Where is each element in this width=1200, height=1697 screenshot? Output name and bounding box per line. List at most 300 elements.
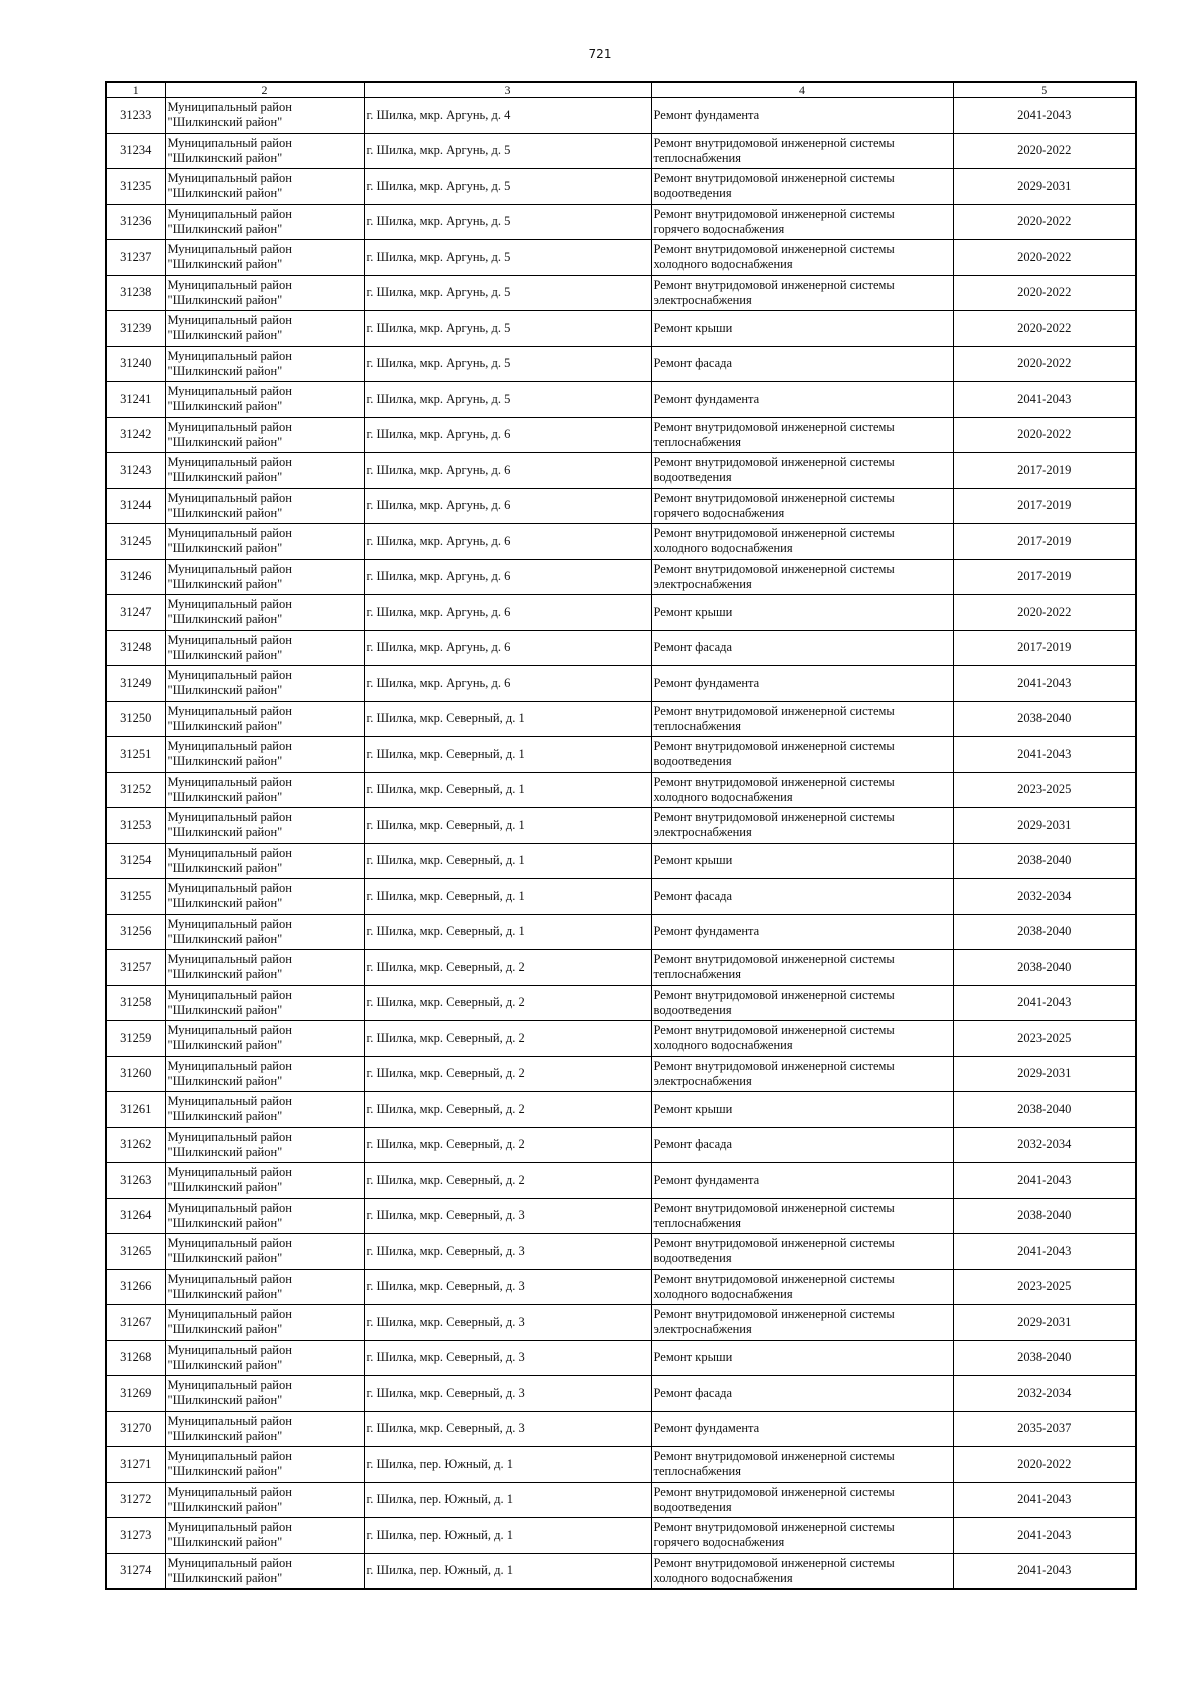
work-type-line-1: Ремонт внутридомовой инженерной системы xyxy=(653,1023,895,1038)
address: г. Шилка, пер. Южный, д. 1 xyxy=(366,1563,513,1577)
district-line-2: "Шилкинский район" xyxy=(167,1570,283,1585)
period: 2041-2043 xyxy=(1017,1243,1072,1258)
work-type-cell xyxy=(651,417,953,453)
address: г. Шилка, мкр. Аргунь, д. 4 xyxy=(366,107,511,122)
period-cell xyxy=(953,1518,1136,1554)
table-row xyxy=(106,1269,1136,1305)
district-line-1: Муниципальный район xyxy=(167,597,292,612)
period: 2041-2043 xyxy=(1017,746,1072,761)
address-cell xyxy=(364,240,651,276)
period: 2041-2043 xyxy=(1017,1563,1072,1577)
work-type-cell xyxy=(651,488,953,524)
address-cell xyxy=(364,950,651,986)
district-line-2: "Шилкинский район" xyxy=(167,683,283,698)
district-line-1: Муниципальный район xyxy=(167,277,292,292)
work-type-line-1: Ремонт внутридомовой инженерной системы xyxy=(653,810,895,825)
table-row xyxy=(106,204,1136,240)
table-row xyxy=(106,169,1136,205)
district-cell xyxy=(165,453,364,489)
address: г. Шилка, мкр. Северный, д. 3 xyxy=(366,1421,525,1436)
table-row xyxy=(106,914,1136,950)
work-type-line-2: горячего водоснабжения xyxy=(653,221,785,236)
table-header xyxy=(106,82,1136,98)
work-type-cell xyxy=(651,1269,953,1305)
work-type-line-2: теплоснабжения xyxy=(653,718,741,733)
district-cell xyxy=(165,1163,364,1199)
record-number-cell xyxy=(106,524,165,560)
work-type-line-2: теплоснабжения xyxy=(653,1464,741,1479)
period: 2023-2025 xyxy=(1017,1030,1072,1045)
record-number: 31245 xyxy=(120,533,152,548)
table-row xyxy=(106,311,1136,347)
period-cell xyxy=(953,914,1136,950)
period-cell xyxy=(953,1092,1136,1128)
address-cell xyxy=(364,1127,651,1163)
district-cell xyxy=(165,1305,364,1341)
district-cell xyxy=(165,240,364,276)
record-number-cell xyxy=(106,772,165,808)
record-number-cell xyxy=(106,1447,165,1483)
address-cell xyxy=(364,843,651,879)
district-cell xyxy=(165,1340,364,1376)
work-type-cell xyxy=(651,1447,953,1483)
work-type-cell xyxy=(651,737,953,773)
work-type-line-2: теплоснабжения xyxy=(653,1215,741,1230)
work-type-cell xyxy=(651,311,953,347)
address: г. Шилка, пер. Южный, д. 1 xyxy=(366,1527,513,1542)
period: 2017-2019 xyxy=(1017,498,1072,513)
work-type-line-1: Ремонт внутридомовой инженерной системы xyxy=(653,1271,895,1286)
district-cell xyxy=(165,346,364,382)
district-cell xyxy=(165,98,364,134)
record-number-cell xyxy=(106,1482,165,1518)
work-type-cell xyxy=(651,1305,953,1341)
period-cell xyxy=(953,595,1136,631)
district-line-2: "Шилкинский район" xyxy=(167,1251,283,1266)
table-row xyxy=(106,1553,1136,1589)
work-type-line-1: Ремонт крыши xyxy=(653,320,733,335)
work-type-line-1: Ремонт крыши xyxy=(653,604,733,619)
address-cell xyxy=(364,1269,651,1305)
address: г. Шилка, мкр. Аргунь, д. 5 xyxy=(366,249,511,264)
work-type-cell xyxy=(651,950,953,986)
period-cell xyxy=(953,1482,1136,1518)
table-row xyxy=(106,453,1136,489)
work-type-line-1: Ремонт внутридомовой инженерной системы xyxy=(653,739,895,754)
district-line-2: "Шилкинский район" xyxy=(167,1464,283,1479)
work-type-cell xyxy=(651,1056,953,1092)
record-number-cell xyxy=(106,453,165,489)
work-type-line-1: Ремонт внутридомовой инженерной системы xyxy=(653,242,895,257)
table-row xyxy=(106,1518,1136,1554)
record-number-cell xyxy=(106,98,165,134)
address: г. Шилка, мкр. Аргунь, д. 5 xyxy=(366,285,511,300)
work-type-line-2: горячего водоснабжения xyxy=(653,1535,785,1550)
work-type-line-1: Ремонт фасада xyxy=(653,1137,733,1152)
record-number: 31262 xyxy=(120,1137,152,1152)
work-type-cell xyxy=(651,985,953,1021)
district-line-1: Муниципальный район xyxy=(167,171,292,186)
address-cell xyxy=(364,914,651,950)
address: г. Шилка, мкр. Аргунь, д. 6 xyxy=(366,498,511,513)
period: 2038-2040 xyxy=(1017,711,1072,726)
district-cell xyxy=(165,737,364,773)
table-row xyxy=(106,133,1136,169)
table-row xyxy=(106,950,1136,986)
address: г. Шилка, мкр. Северный, д. 2 xyxy=(366,1137,525,1152)
period: 2041-2043 xyxy=(1017,1492,1072,1507)
address: г. Шилка, мкр. Северный, д. 3 xyxy=(366,1350,525,1365)
record-number: 31257 xyxy=(120,959,152,974)
district-line-1: Муниципальный район xyxy=(167,526,292,541)
period-cell xyxy=(953,98,1136,134)
address-cell xyxy=(364,1234,651,1270)
record-number: 31253 xyxy=(120,817,152,832)
district-line-1: Муниципальный район xyxy=(167,1342,292,1357)
work-type-line-2: теплоснабжения xyxy=(653,150,741,165)
record-number-cell xyxy=(106,701,165,737)
period: 2032-2034 xyxy=(1017,1137,1072,1152)
work-type-cell xyxy=(651,1553,953,1589)
address-cell xyxy=(364,985,651,1021)
table-row xyxy=(106,1163,1136,1199)
address-cell xyxy=(364,808,651,844)
period-cell xyxy=(953,1340,1136,1376)
record-number-cell xyxy=(106,1234,165,1270)
district-line-1: Муниципальный район xyxy=(167,419,292,434)
record-number-cell xyxy=(106,240,165,276)
period: 2032-2034 xyxy=(1017,888,1072,903)
period: 2041-2043 xyxy=(1017,675,1072,690)
record-number: 31273 xyxy=(120,1527,152,1542)
period: 2035-2037 xyxy=(1017,1421,1072,1436)
address-cell xyxy=(364,133,651,169)
district-line-1: Муниципальный район xyxy=(167,1413,292,1428)
district-cell xyxy=(165,701,364,737)
period: 2029-2031 xyxy=(1017,1314,1072,1329)
district-line-2: "Шилкинский район" xyxy=(167,186,283,201)
address: г. Шилка, мкр. Северный, д. 2 xyxy=(366,1101,525,1116)
address: г. Шилка, мкр. Северный, д. 3 xyxy=(366,1385,525,1400)
address: г. Шилка, мкр. Аргунь, д. 6 xyxy=(366,675,511,690)
record-number-cell xyxy=(106,1376,165,1412)
address: г. Шилка, мкр. Аргунь, д. 6 xyxy=(366,427,511,442)
repair-schedule-table xyxy=(105,81,1137,1590)
district-cell xyxy=(165,169,364,205)
district-line-1: Муниципальный район xyxy=(167,384,292,399)
period: 2017-2019 xyxy=(1017,569,1072,584)
address-cell xyxy=(364,1305,651,1341)
record-number: 31266 xyxy=(120,1279,152,1294)
work-type-line-1: Ремонт внутридомовой инженерной системы xyxy=(653,171,895,186)
table-row xyxy=(106,1092,1136,1128)
record-number: 31233 xyxy=(120,107,152,122)
work-type-line-2: водоотведения xyxy=(653,754,732,769)
table-row xyxy=(106,1127,1136,1163)
address: г. Шилка, мкр. Северный, д. 2 xyxy=(366,995,525,1010)
work-type-line-1: Ремонт внутридомовой инженерной системы xyxy=(653,1555,895,1570)
period-cell xyxy=(953,701,1136,737)
table-row xyxy=(106,1340,1136,1376)
district-line-1: Муниципальный район xyxy=(167,1200,292,1215)
period: 2020-2022 xyxy=(1017,143,1072,158)
table-row xyxy=(106,985,1136,1021)
period: 2020-2022 xyxy=(1017,249,1072,264)
record-number: 31254 xyxy=(120,853,152,868)
record-number: 31269 xyxy=(120,1385,152,1400)
work-type-cell xyxy=(651,1482,953,1518)
district-cell xyxy=(165,950,364,986)
district-line-1: Муниципальный район xyxy=(167,881,292,896)
work-type-cell xyxy=(651,382,953,418)
district-line-2: "Шилкинский район" xyxy=(167,363,283,378)
district-line-2: "Шилкинский район" xyxy=(167,434,283,449)
district-line-2: "Шилкинский район" xyxy=(167,718,283,733)
record-number: 31247 xyxy=(120,604,152,619)
district-line-1: Муниципальный район xyxy=(167,845,292,860)
address-cell xyxy=(364,879,651,915)
district-line-2: "Шилкинский район" xyxy=(167,399,283,414)
period: 2032-2034 xyxy=(1017,1385,1072,1400)
district-line-1: Муниципальный район xyxy=(167,1058,292,1073)
period-cell xyxy=(953,1198,1136,1234)
address-cell xyxy=(364,524,651,560)
work-type-line-2: водоотведения xyxy=(653,1002,732,1017)
record-number-cell xyxy=(106,204,165,240)
district-cell xyxy=(165,1056,364,1092)
district-line-2: "Шилкинский район" xyxy=(167,576,283,591)
district-line-1: Муниципальный район xyxy=(167,1449,292,1464)
work-type-cell xyxy=(651,275,953,311)
district-line-1: Муниципальный район xyxy=(167,1555,292,1570)
work-type-line-1: Ремонт внутридомовой инженерной системы xyxy=(653,1200,895,1215)
work-type-line-1: Ремонт внутридомовой инженерной системы xyxy=(653,1058,895,1073)
work-type-line-2: холодного водоснабжения xyxy=(653,541,793,556)
record-number: 31250 xyxy=(120,711,152,726)
address-cell xyxy=(364,737,651,773)
district-line-1: Муниципальный район xyxy=(167,810,292,825)
work-type-line-2: водоотведения xyxy=(653,470,732,485)
record-number: 31258 xyxy=(120,995,152,1010)
district-cell xyxy=(165,275,364,311)
table-body xyxy=(106,98,1136,1589)
period-cell xyxy=(953,985,1136,1021)
record-number-cell xyxy=(106,879,165,915)
district-cell xyxy=(165,1376,364,1412)
period-cell xyxy=(953,950,1136,986)
address: г. Шилка, пер. Южный, д. 1 xyxy=(366,1492,513,1507)
work-type-line-2: электроснабжения xyxy=(653,1322,752,1337)
district-cell xyxy=(165,1092,364,1128)
work-type-cell xyxy=(651,595,953,631)
record-number-cell xyxy=(106,1198,165,1234)
period-cell xyxy=(953,169,1136,205)
address: г. Шилка, мкр. Аргунь, д. 6 xyxy=(366,569,511,584)
district-line-2: "Шилкинский район" xyxy=(167,1144,283,1159)
address: г. Шилка, мкр. Аргунь, д. 5 xyxy=(366,356,511,371)
address: г. Шилка, мкр. Северный, д. 2 xyxy=(366,1172,525,1187)
work-type-line-1: Ремонт внутридомовой инженерной системы xyxy=(653,703,895,718)
address-cell xyxy=(364,1056,651,1092)
record-number-cell xyxy=(106,843,165,879)
period: 2017-2019 xyxy=(1017,533,1072,548)
record-number: 31274 xyxy=(120,1563,152,1577)
address: г. Шилка, мкр. Северный, д. 2 xyxy=(366,959,525,974)
table-row xyxy=(106,1021,1136,1057)
district-line-2: "Шилкинский район" xyxy=(167,896,283,911)
table-row xyxy=(106,879,1136,915)
district-line-2: "Шилкинский район" xyxy=(167,1109,283,1124)
record-number-cell xyxy=(106,133,165,169)
district-cell xyxy=(165,559,364,595)
period-cell xyxy=(953,204,1136,240)
district-line-1: Муниципальный район xyxy=(167,1129,292,1144)
address: г. Шилка, мкр. Северный, д. 3 xyxy=(366,1243,525,1258)
table-row xyxy=(106,666,1136,702)
work-type-cell xyxy=(651,1198,953,1234)
period: 2023-2025 xyxy=(1017,1279,1072,1294)
work-type-cell xyxy=(651,204,953,240)
district-cell xyxy=(165,1553,364,1589)
address-cell xyxy=(364,346,651,382)
address-cell xyxy=(364,1447,651,1483)
period-cell xyxy=(953,1269,1136,1305)
work-type-line-2: холодного водоснабжения xyxy=(653,789,793,804)
period-cell xyxy=(953,311,1136,347)
district-cell xyxy=(165,382,364,418)
work-type-line-2: водоотведения xyxy=(653,1499,732,1514)
period: 2020-2022 xyxy=(1017,285,1072,300)
work-type-cell xyxy=(651,666,953,702)
record-number: 31248 xyxy=(120,640,152,655)
work-type-cell xyxy=(651,879,953,915)
district-line-1: Муниципальный район xyxy=(167,952,292,967)
table-row xyxy=(106,417,1136,453)
period: 2020-2022 xyxy=(1017,356,1072,371)
district-line-2: "Шилкинский район" xyxy=(167,1286,283,1301)
record-number: 31265 xyxy=(120,1243,152,1258)
district-cell xyxy=(165,488,364,524)
district-line-2: "Шилкинский район" xyxy=(167,150,283,165)
period: 2038-2040 xyxy=(1017,1101,1072,1116)
district-cell xyxy=(165,630,364,666)
column-header-3: 3 xyxy=(364,82,651,98)
table-row xyxy=(106,1305,1136,1341)
district-line-2: "Шилкинский район" xyxy=(167,612,283,627)
work-type-line-1: Ремонт внутридомовой инженерной системы xyxy=(653,1484,895,1499)
district-cell xyxy=(165,1269,364,1305)
work-type-line-2: водоотведения xyxy=(653,1251,732,1266)
record-number: 31251 xyxy=(120,746,152,761)
district-cell xyxy=(165,1447,364,1483)
work-type-cell xyxy=(651,1092,953,1128)
address-cell xyxy=(364,1021,651,1057)
record-number-cell xyxy=(106,169,165,205)
district-cell xyxy=(165,1234,364,1270)
district-line-1: Муниципальный район xyxy=(167,313,292,328)
district-line-1: Муниципальный район xyxy=(167,1236,292,1251)
address: г. Шилка, мкр. Северный, д. 1 xyxy=(366,853,525,868)
period-cell xyxy=(953,1553,1136,1589)
work-type-line-2: горячего водоснабжения xyxy=(653,505,785,520)
address: г. Шилка, мкр. Северный, д. 1 xyxy=(366,924,525,939)
table-row xyxy=(106,346,1136,382)
period: 2020-2022 xyxy=(1017,214,1072,229)
address-cell xyxy=(364,701,651,737)
record-number: 31263 xyxy=(120,1172,152,1187)
record-number: 31264 xyxy=(120,1208,152,1223)
record-number-cell xyxy=(106,666,165,702)
work-type-line-1: Ремонт внутридомовой инженерной системы xyxy=(653,1236,895,1251)
work-type-line-1: Ремонт внутридомовой инженерной системы xyxy=(653,987,895,1002)
period-cell xyxy=(953,524,1136,560)
district-line-2: "Шилкинский район" xyxy=(167,825,283,840)
record-number: 31242 xyxy=(120,427,152,442)
work-type-cell xyxy=(651,133,953,169)
record-number: 31235 xyxy=(120,178,152,193)
period-cell xyxy=(953,772,1136,808)
record-number: 31236 xyxy=(120,214,152,229)
address: г. Шилка, мкр. Северный, д. 3 xyxy=(366,1208,525,1223)
record-number-cell xyxy=(106,1340,165,1376)
address-cell xyxy=(364,417,651,453)
period-cell xyxy=(953,879,1136,915)
period: 2038-2040 xyxy=(1017,853,1072,868)
record-number-cell xyxy=(106,630,165,666)
table-row xyxy=(106,1411,1136,1447)
record-number-cell xyxy=(106,346,165,382)
record-number: 31252 xyxy=(120,782,152,797)
district-cell xyxy=(165,666,364,702)
period: 2041-2043 xyxy=(1017,1527,1072,1542)
record-number: 31234 xyxy=(120,143,152,158)
work-type-cell xyxy=(651,772,953,808)
district-line-1: Муниципальный район xyxy=(167,1271,292,1286)
district-cell xyxy=(165,524,364,560)
address: г. Шилка, мкр. Аргунь, д. 6 xyxy=(366,640,511,655)
period-cell xyxy=(953,737,1136,773)
district-line-2: "Шилкинский район" xyxy=(167,1428,283,1443)
district-line-2: "Шилкинский район" xyxy=(167,1357,283,1372)
period: 2038-2040 xyxy=(1017,924,1072,939)
district-line-1: Муниципальный район xyxy=(167,242,292,257)
work-type-line-1: Ремонт внутридомовой инженерной системы xyxy=(653,206,895,221)
period-cell xyxy=(953,382,1136,418)
district-cell xyxy=(165,914,364,950)
district-line-2: "Шилкинский район" xyxy=(167,328,283,343)
work-type-cell xyxy=(651,1163,953,1199)
address-cell xyxy=(364,1163,651,1199)
work-type-line-2: холодного водоснабжения xyxy=(653,257,793,272)
work-type-line-2: теплоснабжения xyxy=(653,967,741,982)
address: г. Шилка, мкр. Аргунь, д. 5 xyxy=(366,320,511,335)
table-row xyxy=(106,843,1136,879)
address: г. Шилка, мкр. Аргунь, д. 5 xyxy=(366,178,511,193)
table-row xyxy=(106,559,1136,595)
header-row xyxy=(106,82,1136,98)
work-type-line-1: Ремонт внутридомовой инженерной системы xyxy=(653,1307,895,1322)
record-number: 31256 xyxy=(120,924,152,939)
work-type-line-1: Ремонт внутридомовой инженерной системы xyxy=(653,419,895,434)
record-number: 31260 xyxy=(120,1066,152,1081)
table-row xyxy=(106,772,1136,808)
period-cell xyxy=(953,808,1136,844)
period-cell xyxy=(953,559,1136,595)
work-type-line-1: Ремонт внутридомовой инженерной системы xyxy=(653,952,895,967)
address-cell xyxy=(364,169,651,205)
district-line-1: Муниципальный район xyxy=(167,1307,292,1322)
table-row xyxy=(106,1234,1136,1270)
